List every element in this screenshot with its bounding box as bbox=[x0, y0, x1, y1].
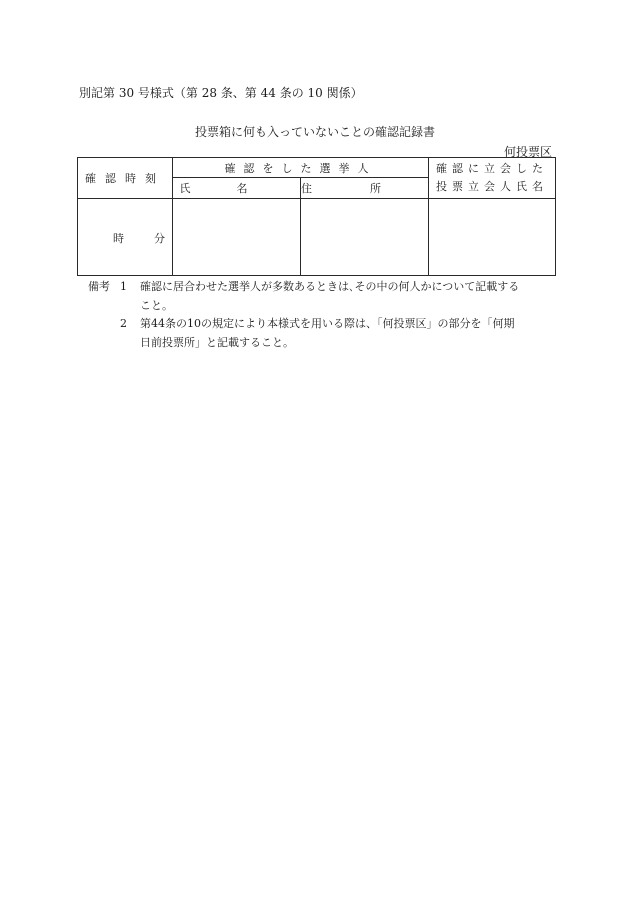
note-text-line: こと。 bbox=[140, 298, 173, 312]
notes-label: 備考 bbox=[88, 280, 110, 293]
minute-label: 分 bbox=[154, 232, 165, 245]
confirmation-table bbox=[77, 157, 556, 276]
document-title: 投票箱に何も入っていないことの確認記録書 bbox=[194, 125, 435, 139]
note-item bbox=[88, 315, 550, 352]
note-text-line: 確認に居合わせた選挙人が多数あるときは､その中の何人かについて記載する bbox=[140, 280, 520, 293]
confirming-voter-header: 確認をした選挙人 bbox=[224, 161, 377, 175]
name-header: 氏名 bbox=[179, 182, 294, 195]
note-text-line: 日前投票所」と記載すること。 bbox=[140, 335, 294, 349]
name-header-cell bbox=[173, 178, 301, 199]
form-reference: 別記第 30 号様式（第 28 条、第 44 条の 10 関係） bbox=[79, 86, 363, 100]
witness-header-line1: 確認に立会した bbox=[436, 162, 548, 175]
confirming-voter-header-cell bbox=[173, 158, 429, 178]
name-entry-cell[interactable] bbox=[173, 199, 301, 276]
confirmation-time-header-cell bbox=[78, 158, 173, 199]
witness-header-line2: 投票立会人氏名 bbox=[436, 180, 548, 193]
note-text bbox=[140, 315, 550, 352]
note-item bbox=[88, 278, 550, 315]
note-number: 1 bbox=[120, 280, 127, 293]
confirmation-time-header: 確認時刻 bbox=[85, 172, 165, 185]
witness-name-entry-cell[interactable] bbox=[429, 199, 556, 276]
district-label: 何投票区 bbox=[503, 145, 552, 159]
address-entry-cell[interactable] bbox=[301, 199, 429, 276]
time-entry-text bbox=[113, 230, 165, 246]
time-entry-cell[interactable] bbox=[78, 199, 173, 276]
note-text bbox=[140, 278, 550, 315]
note-text-line: 第44条の10の規定により本様式を用いる際は、「何投票区」の部分を「何期 bbox=[140, 317, 515, 330]
notes-section bbox=[88, 278, 550, 352]
hour-label: 時 bbox=[113, 232, 124, 245]
address-header: 住所 bbox=[301, 182, 439, 195]
witness-header-cell bbox=[429, 158, 556, 199]
note-number: 2 bbox=[120, 317, 127, 330]
address-header-cell bbox=[301, 178, 439, 199]
